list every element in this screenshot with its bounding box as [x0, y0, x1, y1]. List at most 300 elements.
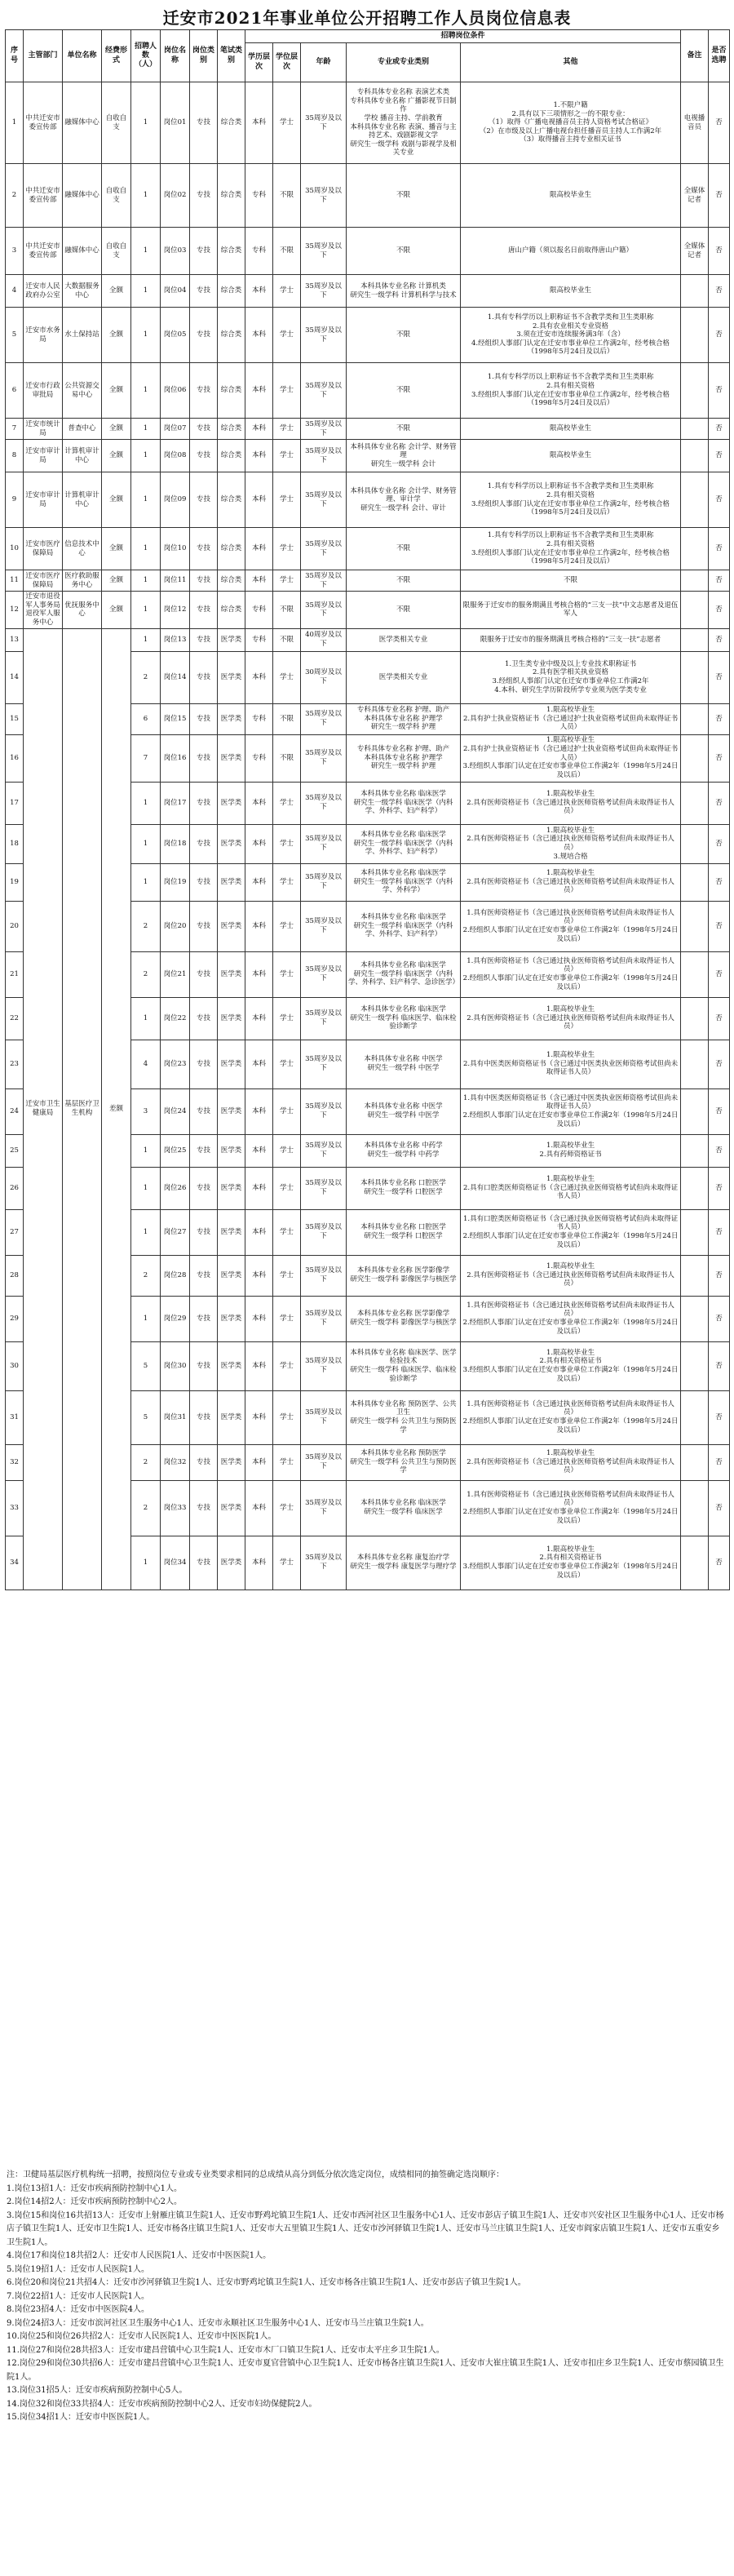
cell-major: 本科具体专业名称 医学影像学 研究生一级学科 影像医学与核医学 [347, 1255, 461, 1296]
cell-remark [681, 734, 709, 782]
cell-cat: 专技 [190, 782, 218, 824]
cell-lottery: 否 [709, 1167, 730, 1209]
cell-exam: 医学类 [218, 628, 245, 651]
cell-exam: 综合类 [218, 308, 245, 363]
cell-edu: 本科 [245, 997, 273, 1040]
cell-lottery: 否 [709, 1296, 730, 1341]
cell-seq: 29 [6, 1296, 24, 1341]
cell-major: 本科具体专业名称 计算机类 研究生一级学科 计算机科学与技术 [347, 275, 461, 308]
cell-age: 35周岁及以下 [301, 1390, 347, 1444]
cell-exam: 综合类 [218, 228, 245, 275]
cell-other: 1.限高校毕业生 2.具有口腔类医师资格证书（含已通过执业医师资格考试但尚未取得证书人员） [461, 1167, 681, 1209]
cell-exam: 医学类 [218, 824, 245, 863]
cell-major: 医学类相关专业 [347, 651, 461, 703]
cell-age: 35周岁及以下 [301, 1536, 347, 1589]
cell-major: 本科具体专业名称 临床医学 研究生一级学科 临床医学（内科学、外科学、妇产科学、急诊医学） [347, 951, 461, 997]
cell-seq: 30 [6, 1341, 24, 1390]
cell-code: 岗位23 [161, 1040, 190, 1088]
cell-degree: 学士 [273, 363, 301, 419]
header-conditions-group: 招聘岗位条件 [245, 30, 681, 43]
cell-code: 岗位21 [161, 951, 190, 997]
cell-lottery: 否 [709, 1341, 730, 1390]
cell-age: 35周岁及以下 [301, 419, 347, 440]
cell-edu: 本科 [245, 1209, 273, 1255]
cell-funding: 自收自支 [102, 82, 131, 164]
cell-seq: 24 [6, 1088, 24, 1134]
cell-remark [681, 1341, 709, 1390]
cell-lottery: 否 [709, 363, 730, 419]
cell-age: 35周岁及以下 [301, 275, 347, 308]
cell-exam: 医学类 [218, 1390, 245, 1444]
cell-degree: 学士 [273, 1296, 301, 1341]
cell-lottery: 否 [709, 628, 730, 651]
cell-dept: 中共迁安市委宣传部 [24, 164, 63, 228]
cell-seq: 3 [6, 228, 24, 275]
cell-cat: 专技 [190, 703, 218, 734]
cell-age: 35周岁及以下 [301, 863, 347, 901]
cell-other: 不限 [461, 570, 681, 592]
cell-cat: 专技 [190, 1341, 218, 1390]
cell-count: 5 [131, 1341, 161, 1390]
cell-seq: 8 [6, 440, 24, 472]
cell-remark [681, 901, 709, 951]
cell-lottery: 否 [709, 419, 730, 440]
cell-remark: 全媒体记者 [681, 228, 709, 275]
header-post-code: 岗位名称 [161, 30, 190, 82]
cell-cat: 专技 [190, 901, 218, 951]
cell-other: 1.限高校毕业生 2.具有医师资格证书（含已通过执业医师资格考试但尚未取得证书人员） 3.规培合格 [461, 824, 681, 863]
cell-age: 35周岁及以下 [301, 472, 347, 528]
cell-count: 5 [131, 1390, 161, 1444]
cell-edu: 本科 [245, 1390, 273, 1444]
cell-age: 35周岁及以下 [301, 528, 347, 570]
table-row [6, 528, 730, 570]
cell-count: 1 [131, 863, 161, 901]
cell-major: 本科具体专业名称 临床医学 研究生一级学科 临床医学（内科学、外科学） [347, 863, 461, 901]
cell-seq: 32 [6, 1444, 24, 1480]
cell-count: 1 [131, 472, 161, 528]
cell-remark [681, 1209, 709, 1255]
cell-degree: 学士 [273, 1444, 301, 1480]
cell-cat: 专技 [190, 734, 218, 782]
cell-edu: 本科 [245, 863, 273, 901]
cell-degree: 学士 [273, 901, 301, 951]
cell-age: 35周岁及以下 [301, 82, 347, 164]
cell-exam: 医学类 [218, 901, 245, 951]
cell-dept: 迁安市人民政府办公室 [24, 275, 63, 308]
cell-edu: 本科 [245, 308, 273, 363]
cell-code: 岗位34 [161, 1536, 190, 1589]
cell-edu: 本科 [245, 440, 273, 472]
cell-cat: 专技 [190, 951, 218, 997]
cell-other: 限服务于迁安市的服务期满且考核合格的“三支一扶”志愿者 [461, 628, 681, 651]
table-row [6, 628, 730, 651]
cell-major: 不限 [347, 528, 461, 570]
cell-count: 4 [131, 1040, 161, 1088]
cell-age: 35周岁及以下 [301, 164, 347, 228]
cell-code: 岗位18 [161, 824, 190, 863]
cell-code: 岗位27 [161, 1209, 190, 1255]
cell-code: 岗位28 [161, 1255, 190, 1296]
cell-count: 1 [131, 419, 161, 440]
cell-other: 唐山户籍（须以报名日前取得唐山户籍） [461, 228, 681, 275]
cell-count: 1 [131, 997, 161, 1040]
cell-remark [681, 703, 709, 734]
cell-major: 不限 [347, 363, 461, 419]
cell-cat: 专技 [190, 1444, 218, 1480]
header-exam-category: 笔试类别 [218, 30, 245, 82]
cell-code: 岗位22 [161, 997, 190, 1040]
cell-exam: 综合类 [218, 164, 245, 228]
cell-major: 不限 [347, 308, 461, 363]
cell-code: 岗位11 [161, 570, 190, 592]
cell-seq: 25 [6, 1134, 24, 1167]
cell-exam: 医学类 [218, 1040, 245, 1088]
cell-edu: 本科 [245, 1536, 273, 1589]
cell-exam: 综合类 [218, 82, 245, 164]
header-degree: 学位层次 [273, 43, 301, 82]
cell-funding: 全额 [102, 363, 131, 419]
cell-count: 7 [131, 734, 161, 782]
cell-lottery: 否 [709, 863, 730, 901]
cell-seq: 20 [6, 901, 24, 951]
cell-remark [681, 651, 709, 703]
cell-exam: 综合类 [218, 570, 245, 592]
cell-remark [681, 1480, 709, 1536]
cell-cat: 专技 [190, 824, 218, 863]
cell-funding: 全额 [102, 528, 131, 570]
cell-count: 1 [131, 592, 161, 629]
cell-edu: 本科 [245, 1255, 273, 1296]
cell-unit: 普查中心 [63, 419, 102, 440]
cell-count: 1 [131, 1134, 161, 1167]
cell-seq: 7 [6, 419, 24, 440]
footnote-line: 14.岗位32和岗位33共招4人：迁安市疾病预防控制中心2人、迁安市妇幼保健院2人。 [7, 2399, 317, 2409]
cell-other: 1.限高校毕业生 2.具有护士执业资格证书（含已通过护士执业资格考试但尚未取得证书人员） 3.经组织人事部门认定在迁安市事业单位工作满2年（1998年5月24日及以后） [461, 734, 681, 782]
cell-lottery: 否 [709, 1536, 730, 1589]
cell-degree: 不限 [273, 703, 301, 734]
cell-age: 35周岁及以下 [301, 1255, 347, 1296]
cell-age: 35周岁及以下 [301, 1444, 347, 1480]
cell-other: 1.限高校毕业生 2.具有医师资格证书（含已通过执业医师资格考试但尚未取得证书人员） [461, 1444, 681, 1480]
cell-degree: 学士 [273, 863, 301, 901]
cell-cat: 专技 [190, 863, 218, 901]
cell-count: 1 [131, 228, 161, 275]
cell-lottery: 否 [709, 734, 730, 782]
cell-cat: 专技 [190, 1296, 218, 1341]
cell-edu: 本科 [245, 1167, 273, 1209]
cell-unit: 优抚服务中心 [63, 592, 102, 629]
cell-cat: 专技 [190, 1167, 218, 1209]
footnote-line: 注：卫健局基层医疗机构统一招聘，按照岗位专业或专业类要求相同的总成绩从高分到低分依次选定岗位，成绩相同的抽签确定选岗顺序： [7, 2170, 504, 2179]
cell-count: 1 [131, 824, 161, 863]
cell-age: 35周岁及以下 [301, 363, 347, 419]
cell-degree: 学士 [273, 782, 301, 824]
cell-age: 40周岁及以下 [301, 628, 347, 651]
cell-edu: 本科 [245, 901, 273, 951]
cell-exam: 医学类 [218, 734, 245, 782]
cell-count: 1 [131, 164, 161, 228]
cell-seq: 18 [6, 824, 24, 863]
cell-age: 35周岁及以下 [301, 734, 347, 782]
cell-lottery: 否 [709, 1480, 730, 1536]
cell-exam: 医学类 [218, 1255, 245, 1296]
cell-edu: 本科 [245, 651, 273, 703]
table-row [6, 419, 730, 440]
cell-cat: 专技 [190, 472, 218, 528]
cell-age: 35周岁及以下 [301, 1480, 347, 1536]
cell-seq: 33 [6, 1480, 24, 1536]
cell-remark [681, 824, 709, 863]
cell-edu: 专科 [245, 592, 273, 629]
cell-seq: 27 [6, 1209, 24, 1255]
table-row [6, 308, 730, 363]
cell-exam: 医学类 [218, 863, 245, 901]
cell-cat: 专技 [190, 1390, 218, 1444]
header-age: 年龄 [301, 43, 347, 82]
table-row [6, 592, 730, 629]
cell-dept: 迁安市医疗保障局 [24, 570, 63, 592]
cell-seq: 16 [6, 734, 24, 782]
cell-other: 1.限高校毕业生 2.具有相关资格证书 3.经组织人事部门认定在迁安市事业单位工作满2年（1998年5月24日及以后） [461, 1536, 681, 1589]
cell-other: 1.具有医师资格证书（含已通过执业医师资格考试但尚未取得证书人员） 2.经组织人事部门认定在迁安市事业单位工作满2年（1998年5月24日及以后） [461, 1390, 681, 1444]
cell-seq: 1 [6, 82, 24, 164]
cell-age: 35周岁及以下 [301, 703, 347, 734]
cell-lottery: 否 [709, 782, 730, 824]
cell-other: 1.卫生类专业中级及以上专业技术职称证书 2.具有医学相关执业资格 3.经组织人事部门认定在迁安市事业单位工作满2年 4.本科、研究生学历阶段所学专业须为医学类专业 [461, 651, 681, 703]
cell-code: 岗位02 [161, 164, 190, 228]
cell-exam: 医学类 [218, 1088, 245, 1134]
cell-degree: 不限 [273, 734, 301, 782]
cell-unit: 水土保持站 [63, 308, 102, 363]
cell-seq: 34 [6, 1536, 24, 1589]
cell-remark [681, 440, 709, 472]
cell-dept: 迁安市审计局 [24, 472, 63, 528]
cell-lottery: 否 [709, 1209, 730, 1255]
cell-major: 本科具体专业名称 临床医学、医学检验技术 研究生一级学科 临床医学、临床检验诊断学 [347, 1341, 461, 1390]
cell-major: 本科具体专业名称 医学影像学 研究生一级学科 影像医学与核医学 [347, 1296, 461, 1341]
cell-other: 1.限高校毕业生 2.具有相关资格证书 3.经组织人事部门认定在迁安市事业单位工作满2年（1998年5月24日及以后） [461, 1341, 681, 1390]
cell-lottery: 否 [709, 651, 730, 703]
recruitment-table [5, 29, 730, 1590]
cell-remark [681, 951, 709, 997]
header-remark: 备注 [681, 30, 709, 82]
cell-unit: 融媒体中心 [63, 164, 102, 228]
cell-count: 1 [131, 440, 161, 472]
cell-remark [681, 1088, 709, 1134]
cell-funding: 全额 [102, 440, 131, 472]
cell-code: 岗位07 [161, 419, 190, 440]
cell-cat: 专技 [190, 164, 218, 228]
cell-code: 岗位25 [161, 1134, 190, 1167]
table-body [6, 82, 730, 1590]
cell-count: 1 [131, 570, 161, 592]
footnote-line: 1.岗位13招1人：迁安市疾病预防控制中心1人。 [7, 2184, 182, 2193]
cell-code: 岗位13 [161, 628, 190, 651]
table-row [6, 570, 730, 592]
cell-age: 35周岁及以下 [301, 308, 347, 363]
cell-unit: 基层医疗卫生机构 [63, 628, 102, 1589]
cell-dept: 迁安市卫生健康局 [24, 628, 63, 1589]
table-row [6, 164, 730, 228]
cell-code: 岗位15 [161, 703, 190, 734]
cell-code: 岗位29 [161, 1296, 190, 1341]
cell-edu: 本科 [245, 824, 273, 863]
cell-other: 1.限高校毕业生 2.具有医师资格证书（含已通过执业医师资格考试但尚未取得证书人员） [461, 997, 681, 1040]
cell-seq: 12 [6, 592, 24, 629]
cell-lottery: 否 [709, 440, 730, 472]
cell-degree: 不限 [273, 164, 301, 228]
cell-count: 3 [131, 1088, 161, 1134]
cell-edu: 本科 [245, 951, 273, 997]
cell-age: 35周岁及以下 [301, 901, 347, 951]
header-funding: 经费形式 [102, 30, 131, 82]
cell-edu: 本科 [245, 472, 273, 528]
cell-count: 1 [131, 528, 161, 570]
cell-count: 2 [131, 1480, 161, 1536]
cell-dept: 迁安市审计局 [24, 440, 63, 472]
cell-degree: 学士 [273, 824, 301, 863]
cell-count: 1 [131, 275, 161, 308]
cell-other: 1.限高校毕业生 2.具有药师资格证书 [461, 1134, 681, 1167]
cell-major: 本科具体专业名称 会计学、财务管理 研究生一级学科 会计 [347, 440, 461, 472]
cell-edu: 本科 [245, 82, 273, 164]
cell-seq: 26 [6, 1167, 24, 1209]
cell-dept: 迁安市退役军人事务局退役军人服务中心 [24, 592, 63, 629]
cell-other: 1.具有中医类医师资格证书（含已通过中医类执业医师资格考试但尚未取得证书人员） 2.经组织人事部门认定在迁安市事业单位工作满2年（1998年5月24日及以后） [461, 1088, 681, 1134]
footnote-line: 15.岗位34招1人：迁安市中医医院1人。 [7, 2413, 155, 2422]
cell-funding: 自收自支 [102, 164, 131, 228]
footnote-line: 4.岗位17和岗位18共招2人：迁安市人民医院1人、迁安市中医医院1人。 [7, 2251, 272, 2260]
cell-dept: 迁安市统计局 [24, 419, 63, 440]
cell-degree: 学士 [273, 1134, 301, 1167]
cell-remark [681, 363, 709, 419]
cell-remark [681, 1167, 709, 1209]
cell-major: 不限 [347, 164, 461, 228]
cell-age: 35周岁及以下 [301, 1296, 347, 1341]
cell-count: 1 [131, 308, 161, 363]
cell-degree: 不限 [273, 228, 301, 275]
cell-other: 限高校毕业生 [461, 275, 681, 308]
cell-major: 本科具体专业名称 临床医学 研究生一级学科 临床医学（内科学、外科学、妇产科学） [347, 782, 461, 824]
cell-cat: 专技 [190, 1040, 218, 1088]
cell-seq: 21 [6, 951, 24, 997]
cell-exam: 综合类 [218, 528, 245, 570]
cell-degree: 学士 [273, 472, 301, 528]
cell-cat: 专技 [190, 1480, 218, 1536]
cell-other: 1.具有专科学历以上职称证书不含教学类和卫生类职称 2.具有农业相关专业资格 3.须在迁安市连续服务满3年（含） 4.经组织人事部门认定在迁安市事业单位工作满2年，经考核合格（1998年5月24日及以后） [461, 308, 681, 363]
cell-seq: 22 [6, 997, 24, 1040]
cell-remark [681, 570, 709, 592]
cell-edu: 本科 [245, 1040, 273, 1088]
cell-count: 2 [131, 901, 161, 951]
cell-remark [681, 1040, 709, 1088]
cell-remark [681, 275, 709, 308]
cell-remark [681, 1134, 709, 1167]
cell-age: 30周岁及以下 [301, 651, 347, 703]
footnotes [7, 2169, 727, 2425]
cell-lottery: 否 [709, 308, 730, 363]
cell-major: 本科具体专业名称 中药学 研究生一级学科 中药学 [347, 1134, 461, 1167]
page-title: 迁安市2021年事业单位公开招聘工作人员岗位信息表 [162, 8, 572, 28]
cell-lottery: 否 [709, 997, 730, 1040]
cell-count: 1 [131, 628, 161, 651]
cell-code: 岗位24 [161, 1088, 190, 1134]
cell-exam: 医学类 [218, 651, 245, 703]
cell-other: 1.具有医师资格证书（含已通过执业医师资格考试但尚未取得证书人员） 2.经组织人事部门认定在迁安市事业单位工作满2年（1998年5月24日及以后） [461, 901, 681, 951]
header-major: 专业或专业类别 [347, 43, 461, 82]
cell-degree: 学士 [273, 1040, 301, 1088]
footnote-line: 3.岗位15和岗位16共招13人：迁安市上射雁庄镇卫生院1人、迁安市野鸡坨镇卫生院1人、迁安市西河社区卫生服务中心1人、迁安市彭店子镇卫生院1人、迁安市兴安社区卫生服务中心1人、迁安市杨店子镇卫生院1人、迁安市卫生院1人、迁安市杨各庄镇卫生院1人、迁安市大五里镇卫生院1人、迁安市沙河驿镇卫生院1人、迁安市马兰庄镇卫生院1人、迁安市阎家店镇卫生院1人、迁安市五重安乡卫生院1人。 [7, 2210, 724, 2247]
cell-lottery: 否 [709, 164, 730, 228]
cell-dept: 迁安市行政审批局 [24, 363, 63, 419]
cell-code: 岗位33 [161, 1480, 190, 1536]
cell-count: 1 [131, 82, 161, 164]
cell-seq: 23 [6, 1040, 24, 1088]
cell-other: 1.限高校毕业生 2.具有医师资格证书（含已通过执业医师资格考试但尚未取得证书人员） [461, 863, 681, 901]
cell-edu: 专科 [245, 703, 273, 734]
cell-code: 岗位09 [161, 472, 190, 528]
cell-seq: 9 [6, 472, 24, 528]
footnote-line: 5.岗位19招1人：迁安市人民医院1人。 [7, 2264, 149, 2274]
cell-code: 岗位12 [161, 592, 190, 629]
cell-major: 本科具体专业名称 临床医学 研究生一级学科 临床医学（内科学、外科学、妇产科学） [347, 901, 461, 951]
cell-count: 1 [131, 363, 161, 419]
cell-lottery: 否 [709, 1040, 730, 1088]
cell-exam: 医学类 [218, 1341, 245, 1390]
cell-major: 本科具体专业名称 临床医学 研究生一级学科 临床医学、临床检验诊断学 [347, 997, 461, 1040]
cell-code: 岗位17 [161, 782, 190, 824]
cell-exam: 综合类 [218, 363, 245, 419]
cell-seq: 2 [6, 164, 24, 228]
cell-unit: 计算机审计中心 [63, 472, 102, 528]
cell-cat: 专技 [190, 1134, 218, 1167]
cell-lottery: 否 [709, 82, 730, 164]
cell-age: 35周岁及以下 [301, 824, 347, 863]
cell-code: 岗位32 [161, 1444, 190, 1480]
cell-degree: 不限 [273, 628, 301, 651]
cell-count: 1 [131, 1296, 161, 1341]
cell-degree: 学士 [273, 440, 301, 472]
cell-major: 本科具体专业名称 口腔医学 研究生一级学科 口腔医学 [347, 1209, 461, 1255]
cell-edu: 本科 [245, 570, 273, 592]
cell-funding: 全额 [102, 308, 131, 363]
cell-remark [681, 592, 709, 629]
cell-code: 岗位08 [161, 440, 190, 472]
cell-edu: 本科 [245, 1296, 273, 1341]
cell-major: 本科具体专业名称 临床医学 研究生一级学科 临床医学 [347, 1480, 461, 1536]
cell-unit: 融媒体中心 [63, 82, 102, 164]
cell-degree: 学士 [273, 997, 301, 1040]
cell-count: 6 [131, 703, 161, 734]
table-row [6, 228, 730, 275]
cell-major: 本科具体专业名称 口腔医学 研究生一级学科 口腔医学 [347, 1167, 461, 1209]
cell-age: 35周岁及以下 [301, 1167, 347, 1209]
cell-lottery: 否 [709, 951, 730, 997]
cell-exam: 医学类 [218, 1296, 245, 1341]
table-row [6, 440, 730, 472]
cell-degree: 学士 [273, 1536, 301, 1589]
cell-funding: 全额 [102, 419, 131, 440]
cell-degree: 学士 [273, 82, 301, 164]
cell-cat: 专技 [190, 275, 218, 308]
cell-remark [681, 1390, 709, 1444]
cell-degree: 学士 [273, 1209, 301, 1255]
cell-other: 限高校毕业生 [461, 164, 681, 228]
cell-remark [681, 419, 709, 440]
cell-remark: 电视播音员 [681, 82, 709, 164]
cell-age: 35周岁及以下 [301, 592, 347, 629]
